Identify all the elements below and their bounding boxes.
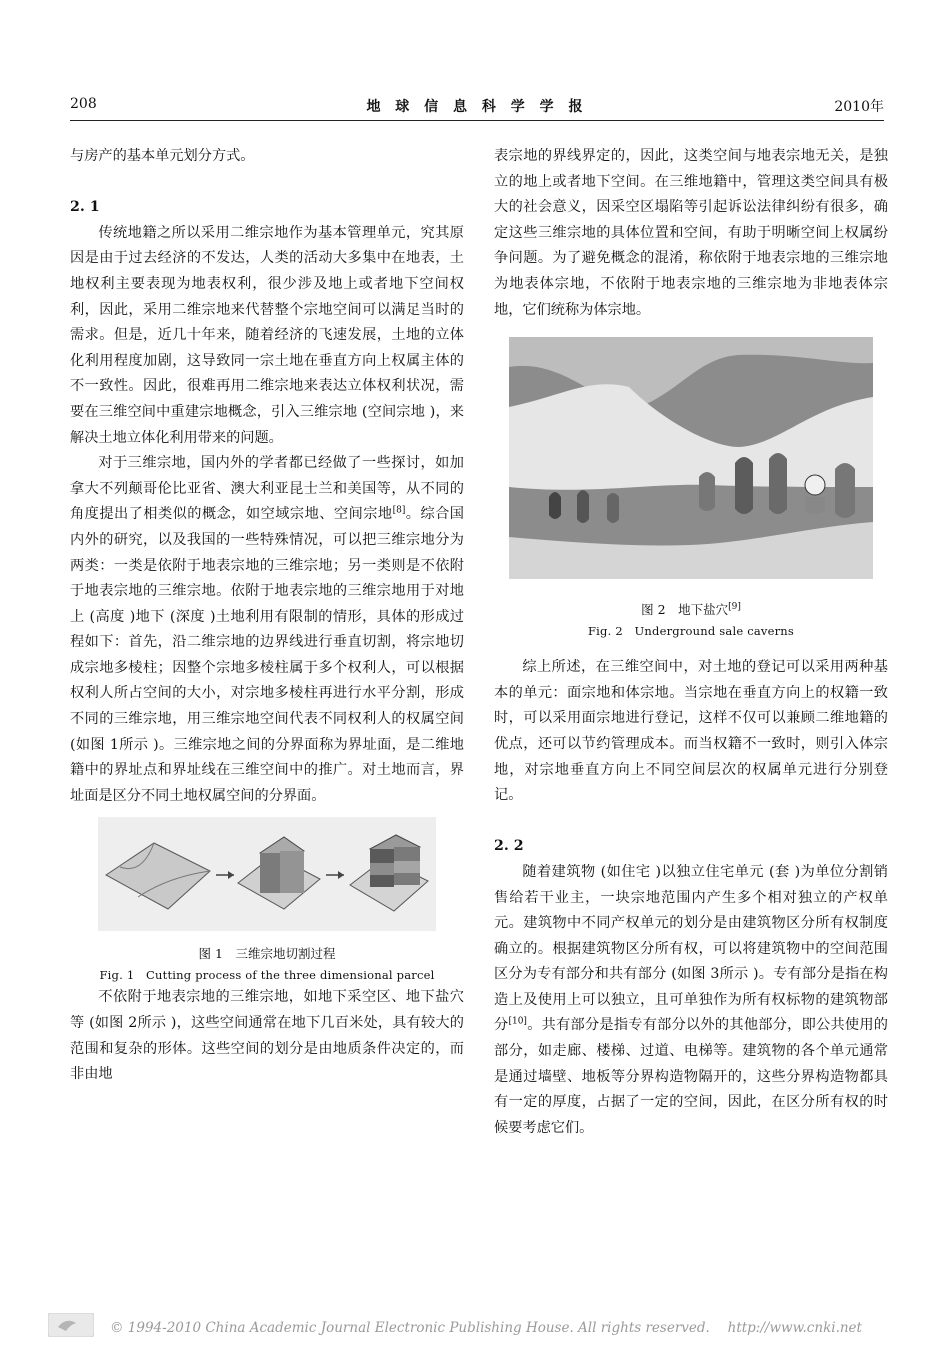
- running-header: [70, 96, 884, 121]
- figure-1-image: [98, 817, 436, 931]
- figure-2: [509, 337, 873, 579]
- paragraph: 传统地籍之所以采用二维宗地作为基本管理单元，究其原因是由于过去经济的不发达，人类的活动大多集中在地表，土地权利主要表现为地表权利，很少涉及地上或者地下空间权利，因此，采用二维宗地来代替整个宗地空间可以满足当时的需求。但是，近几十年来，随着经济的飞速发展，土地的立体化利用程度加剧，这导致同一宗土地在垂直方向上权属主体的不一致性。因此，很难再用二维宗地来表达立体权利状况，需要在三维空间中重建宗地概念，引入三维宗地 (空间宗地 )，来解决土地立体化利用带来的问题。: [70, 224, 464, 446]
- page-number: 208: [70, 96, 97, 112]
- paragraph-continued: 表宗地的界线界定的，因此，这类空间与地表宗地无关，是独立的地上或者地下空间。在三维地籍中，管理这类空间具有极大的社会意义，因采空区塌陷等引起诉讼法律纠纷有很多，确定这些三维宗地的具体位置和空间，有助于明晰空间上权属纷争问题。为了避免概念的混淆，称依附于地表宗地的三维宗地为地表体宗地，不依附于地表宗地的三维宗地为非地表体宗地，它们统称为体宗地。: [494, 148, 888, 318]
- paragraph: 对于三维宗地，国内外的学者都已经做了一些探讨，如加拿大不列颠哥伦比亚省、澳大利亚昆士兰和美国等，从不同的角度提出了相类似的概念，如空域宗地、空间宗地[8]。综合国内外的研究，以及我国的一些特殊情况，可以把三维宗地分为两类：一类是依附于地表宗地的三维宗地；另一类则是不依附于地表宗地的三维宗地。依附于地表宗地的三维宗地用于对地上 (高度 )地下 (深度 )土地利用有限制的情形，具体的形成过程如下：首先，沿二维宗地的边界线进行垂直切割，将宗地切成宗地多棱柱；因整个宗地多棱柱属于多个权利人，可以根据权利人所占空间的大小，对宗地多棱柱再进行水平分割，形成不同的三维宗地，用三维宗地空间代表不同权利人的权属空间 (如图 1所示 )。三维宗地之间的分界面称为界址面，是二维地籍中的界址点和界址线在三维空间中的推广。对土地而言，界址面是区分不同土地权属空间的分界面。: [70, 455, 464, 804]
- publication-year: 2010年: [834, 99, 884, 115]
- figure-1-caption: 图 1 三维宗地切割过程: [198, 946, 336, 962]
- figure-2-caption-english: Fig. 2 Underground sale caverns: [587, 624, 795, 639]
- figure-2-image: [509, 337, 873, 579]
- section-heading-2-2: 2. 2: [494, 838, 524, 855]
- paragraph: 综上所述，在三维空间中，对土地的登记可以采用两种基本的单元：面宗地和体宗地。当宗地在垂直方向上的权籍一致时，可以采用面宗地进行登记，这样不仅可以兼顾二维地籍的优点，还可以节约管理成本。而当权籍不一致时，则引入体宗地，对宗地垂直方向上不同空间层次的权属单元进行分别登记。: [494, 659, 888, 804]
- paragraph: 不依附于地表宗地的三维宗地，如地下采空区、地下盐穴等 (如图 2所示 )，这些空间通常在地下几百米处，具有较大的范围和复杂的形体。这些空间的划分是由地质条件决定的，而非由地: [70, 989, 464, 1083]
- paragraph-intro: 与房产的基本单元划分方式。: [70, 148, 255, 164]
- copyright-text: © 1994-2010 China Academic Journal Electronic Publishing House. All rights reserved. http://www.cnki.net: [110, 1320, 862, 1336]
- left-column: [70, 144, 464, 1088]
- paragraph: 随着建筑物 (如住宅 )以独立住宅单元 (套 )为单位分割销售给若干业主，一块宗地范围内产生多个相对独立的产权单元。建筑物中不同产权单元的划分是由建筑物区分所有权制度确立的。根据建筑物区分所有权，可以将建筑物中的空间范围区分为专有部分和共有部分 (如图 3所示 )。专有部分是指在构造上及使用上可以独立，且可单独作为所有权标物的建筑物部分[10]。共有部分是指专有部分以外的其他部分，即公共使用的部分，如走廊、楼梯、过道、电梯等。建筑物的各个单元通常是通过墙壁、地板等分界构造物隔开的，这些分界构造物都具有一定的厚度，占据了一定的空间，因此，在区分所有权的时候要考虑它们。: [494, 863, 888, 1136]
- figure-2-caption: 图 2 地下盐穴[9]: [641, 602, 741, 618]
- citation[interactable]: [8]: [392, 505, 406, 516]
- right-column: [494, 144, 888, 1141]
- citation[interactable]: [10]: [508, 1016, 527, 1027]
- publisher-logo-icon: [48, 1313, 94, 1337]
- copyright-footer: [48, 1313, 908, 1339]
- figure-1-caption-english: Fig. 1 Cutting process of the three dimensional parcel: [99, 968, 435, 983]
- journal-title: 地 球 信 息 科 学 学 报: [366, 99, 588, 115]
- section-heading-2-1: 2. 1: [70, 199, 100, 216]
- citation[interactable]: [9]: [728, 602, 741, 612]
- figure-1: [98, 817, 436, 931]
